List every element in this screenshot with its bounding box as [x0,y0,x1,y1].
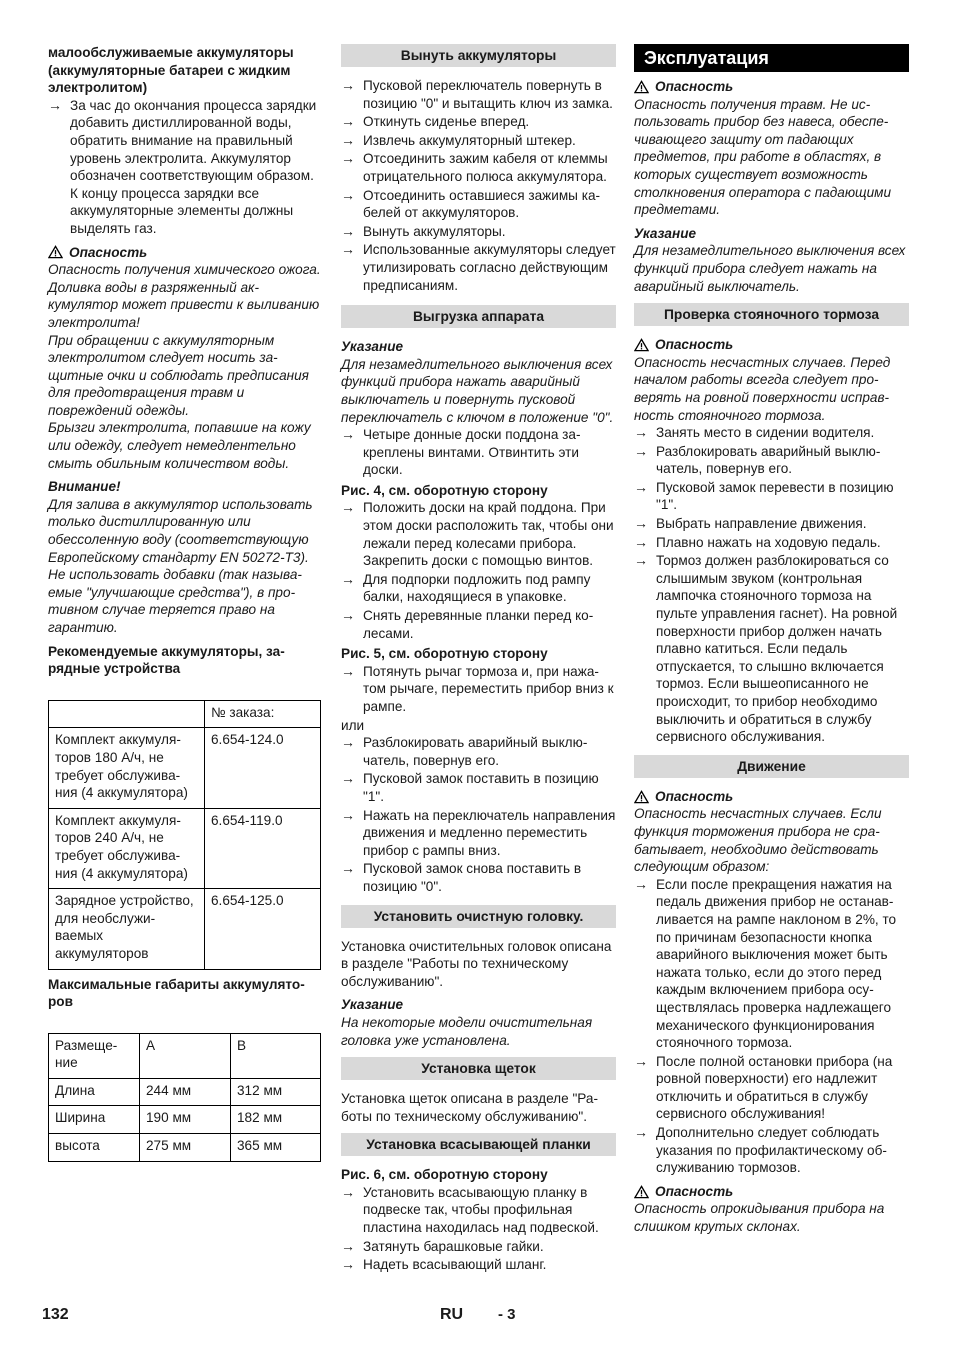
table-row [49,728,321,808]
note-text: Для незамедлительного выключения всех функций прибора нажать аварийный выключатель и повернуть пусковой переключатель с ключом в положение "0". [341,356,614,425]
danger-label: Опасность [634,78,909,96]
list-item: → Отсоединить зажим кабеля от клеммы отрицательного полюса аккумулятора. [341,150,608,184]
list-item: → Дополнительно следует соблюдать указания по профилактическому обслуживанию тормозов. [634,1124,887,1176]
danger-label: Опасность [634,1183,909,1201]
attention-label: Внимание! [48,479,121,495]
table-cell: Длина [49,1078,140,1106]
list-item: → Для подпорки подложить под рампу балки, находящиеся в упаковке. [341,570,591,605]
arrow-icon: → [341,426,355,443]
arrow-icon: → [634,875,648,892]
table-row [49,889,321,969]
table-header-cell: № заказа: [205,700,321,728]
table-row [49,808,321,888]
note-label: Указание [341,339,404,355]
table-header-cell [49,700,205,728]
table-cell: 244 мм [140,1078,231,1106]
table-cell: 190 мм [140,1106,231,1134]
danger-label: Опасность [48,244,321,262]
arrow-icon: → [634,442,648,459]
table-cell: Зарядное устройство, для необслуживаемых аккумуляторов [49,889,205,969]
table-cell: 6.654-125.0 [205,889,321,969]
table-cell: Комплект аккумуляторов 180 А/ч, не требует обслуживания (4 аккумулятора) [49,728,205,808]
list-item: → Вынуть аккумуляторы. [341,222,506,239]
arrow-icon: → [48,96,62,113]
danger-label: Опасность [634,788,909,806]
table-header-row [49,700,321,728]
list-item: → Установить всасывающую планку в подвеске так, чтобы профильная пластина находилась над подвеской. [341,1183,599,1236]
list-item-text: За час до окончания процесса зарядки добавить дистиллированной воды, обратить внимание на правильный уровень электролита. Аккумулятор обозначен соответствующим образом. К концу процесса зарядки все аккумуляторные элементы должны выделять газ. [70,97,317,236]
danger-text: Опасность получения травм. Не использовать прибор без навеса, обеспечивающего защиту от падающих предметов, при работе в областях, в которых существует возможность столкновения оператора с падающими предметами. [634,96,892,218]
table-cell: 6.654-124.0 [205,728,321,808]
arrow-icon: → [634,1124,648,1141]
arrow-icon: → [341,1256,355,1273]
list-item: → Занять место в сидении водителя. [634,424,875,441]
list-item: → Затянуть барашковые гайки. [341,1237,544,1254]
arrow-icon: → [341,806,355,823]
list-item: → Выбрать направление движения. [634,515,867,532]
table-header-cell: A [140,1033,231,1078]
table-cell: 182 мм [231,1106,321,1134]
list-item: → После полной остановки прибора (на ровной поверхности) его надлежит отключить и обратиться в службу сервисного обслуживания! [634,1052,893,1122]
danger-text: Опасность получения химического ожога. Доливка воды в разряженный аккумулятор может привести к выливaнию электролита! [48,262,321,330]
arrow-icon: → [341,186,355,203]
table-row [49,1078,321,1106]
heading-max-dimensions: Максимальные габариты аккумуляторов [48,976,305,1010]
list-item: → Потянуть рычаг тормоза и, при нажатом рычаге, переместить прибор вниз к рампе. [341,662,614,714]
arrow-icon: → [341,150,355,167]
arrow-icon: → [341,131,355,148]
list-item: → Разблокировать аварийный выключатель, повернув его. [341,734,588,768]
table-cell: высота [49,1134,140,1162]
table-header-cell: Размещение [49,1033,140,1078]
arrow-icon: → [341,662,355,679]
paragraph: Установка очистительных головок описана в разделе "Работы по техническому обслуживанию". [341,938,612,989]
arrow-icon: → [341,77,355,93]
note-text: Для незамедлительного выключения всех функций прибора следует нажать на аварийный выключатель. [634,243,906,294]
arrow-icon: → [634,515,648,532]
list-item: → Разблокировать аварийный выключатель, повернув его. [634,442,881,477]
attention-text: Не использовать добавки (так называемые "улучшающие средства"), в противном случае теряется право на гарантию. [48,567,302,635]
section-heading-parking-brake-check: Проверка стояночного тормоза [634,303,909,326]
heading-maintenance-free-batteries: малообслуживаемые аккумуляторы (аккумуляторные батареи с жидким электролитом) [48,45,294,96]
note-label: Указание [634,225,697,241]
danger-label: Опасность [634,336,909,354]
arrow-icon: → [341,1237,355,1254]
arrow-icon: → [341,113,355,130]
section-page-number: - 3 [498,1306,516,1323]
column-3 [634,44,909,1236]
warning-triangle-icon [634,338,649,352]
arrow-icon: → [341,222,355,239]
danger-text: Опасность несчастных случаев. Перед началом работы всегда следует проверять на ровной поверхности исправность стояночного тормоза. [634,354,891,423]
arrow-icon: → [634,424,648,441]
warning-triangle-icon [634,1185,649,1199]
section-heading-install-brushes: Установка щеток [341,1057,616,1080]
column-1 [48,44,321,1162]
list-item: → Отсоединить оставшиеся зажимы кабелей от аккумуляторов. [341,186,601,221]
list-item: → Пусковой замок перевести в позицию "1". [634,478,894,513]
arrow-icon: → [634,478,648,495]
list-item: → Пусковой переключатель повернуть в позицию "0" и вытащить ключ из замка. [341,77,613,111]
table-row [49,1106,321,1134]
warning-triangle-icon [48,245,63,259]
arrow-icon: → [341,607,355,624]
arrow-icon: → [341,570,355,587]
page-number: 132 [42,1306,69,1323]
section-heading-driving: Движение [634,755,909,778]
section-heading-install-cleaning-head: Установить очистную головку. [341,905,616,928]
figure-reference: Рис. 5, см. оборотную сторону [341,646,548,662]
note-label: Указание [341,997,404,1013]
section-heading-install-suction-bar: Установка всасывающей планки [341,1133,616,1156]
list-item: → Снять деревянные планки перед колесами. [341,607,594,641]
table-cell: 312 мм [231,1078,321,1106]
list-item: → Если после прекращения нажатия на педаль движения прибор не останавливается на рампе наклоном в 2%, то по причинам безопасности кнопка аварийного выключения может быть нажата только, если до этого перед каждым включением прибора осуществлялась проверка надлежащего механического функционирования стояночного тормоза. [634,875,897,1051]
list-item: → Пусковой замок поставить в позицию "1". [341,770,599,804]
list-item: → Откинуть сиденье вперед. [341,113,530,130]
table-cell: Комплект аккумуляторов 240 А/ч, не требует обслуживания (4 аккумулятора) [49,808,205,888]
arrow-icon: → [341,734,355,751]
table-row [49,1134,321,1162]
section-heading-unloading: Выгрузка аппарата [341,305,616,328]
note-text: На некоторые модели очистительная головка уже установлена. [341,1014,593,1048]
paragraph: Установка щеток описана в разделе "Работы по техническому обслуживанию". [341,1091,598,1124]
danger-text: При обращении с аккумуляторным электролитом следует носить защитные очки и соблюдать предписания для предотвращения травм и повреждений одежды. [48,332,309,418]
arrow-icon: → [341,770,355,787]
list-item [48,97,321,238]
arrow-icon: → [341,860,355,877]
language-code: RU [440,1306,464,1323]
attention-text: Для залива в аккумулятор использовать только дистиллированную или обессоленную воду (соответствующую Европейскому стандарту EN 50272-T3). [48,496,313,565]
table-cell: Ширина [49,1106,140,1134]
danger-text: Опасность несчастных случаев. Если функция торможения прибора не срабатывает, необходимо действовать следующим образом: [634,806,882,875]
table-cell: 275 мм [140,1134,231,1162]
list-item: → Извлечь аккумуляторный штекер. [341,131,576,148]
danger-text: Брызги электролита, попавшие на кожу или одежду, следует немедлентельно смыть обильным количеством воды. [48,420,311,471]
list-item: → Нажать на переключатель направления движения и медленно переместить прибор с рампы вниз. [341,806,616,858]
table-cell: 6.654-119.0 [205,808,321,888]
list-item: → Положить доски на край поддона. При этом доски расположить так, чтобы они лежали перед колесами прибора. Закрепить доски с помощью винтов. [341,499,614,569]
table-header-row [49,1033,321,1078]
warning-triangle-icon [634,790,649,804]
dimensions-table [48,1033,321,1162]
chapter-heading-operation: Эксплуатация [634,44,909,72]
arrow-icon: → [341,241,355,258]
column-2 [341,44,616,1275]
arrow-icon: → [634,1052,648,1069]
list-item: → Плавно нажать на ходовую педаль. [634,533,881,550]
list-item: → Использованные аккумуляторы следует утилизировать согласно действующим предписаниям. [341,241,616,293]
list-item: → Четыре донные доски поддона закреплены винтами. Отвинтить эти доски. [341,426,581,478]
list-item: → Надеть всасывающий шланг. [341,1256,547,1273]
arrow-icon: → [341,499,355,516]
table-header-cell: B [231,1033,321,1078]
arrow-icon: → [634,552,648,569]
heading-recommended-batteries: Рекомендуемые аккумуляторы, зарядные устройства [48,643,285,677]
figure-reference: Рис. 4, см. оборотную сторону [341,482,548,498]
batteries-table [48,700,321,970]
figure-reference: Рис. 6, см. оборотную сторону [341,1167,548,1183]
or-text: или [341,717,365,733]
list-item: → Пусковой замок снова поставить в позицию "0". [341,860,582,894]
table-cell: 365 мм [231,1134,321,1162]
arrow-icon: → [341,1183,355,1200]
warning-triangle-icon [634,80,649,94]
danger-text: Опасность опрокидывания прибора на слишком крутых склонах. [634,1201,885,1235]
section-heading-remove-batteries: Вынуть аккумуляторы [341,44,616,67]
remove-batteries-list [341,77,616,294]
list-item: → Тормоз должен разблокироваться со слышимым звуком (контрольная лампочка стояночного тормоза на пульте управления гаснет). На ровной поверхности прибор должен начать плавно катиться. Если педаль отпускается, то слышно включается тормоз. Если вышеописанного не происходит, то прибор необходимо выключить и обратиться в службу сервисного обслуживания. [634,552,898,745]
arrow-icon: → [634,533,648,550]
